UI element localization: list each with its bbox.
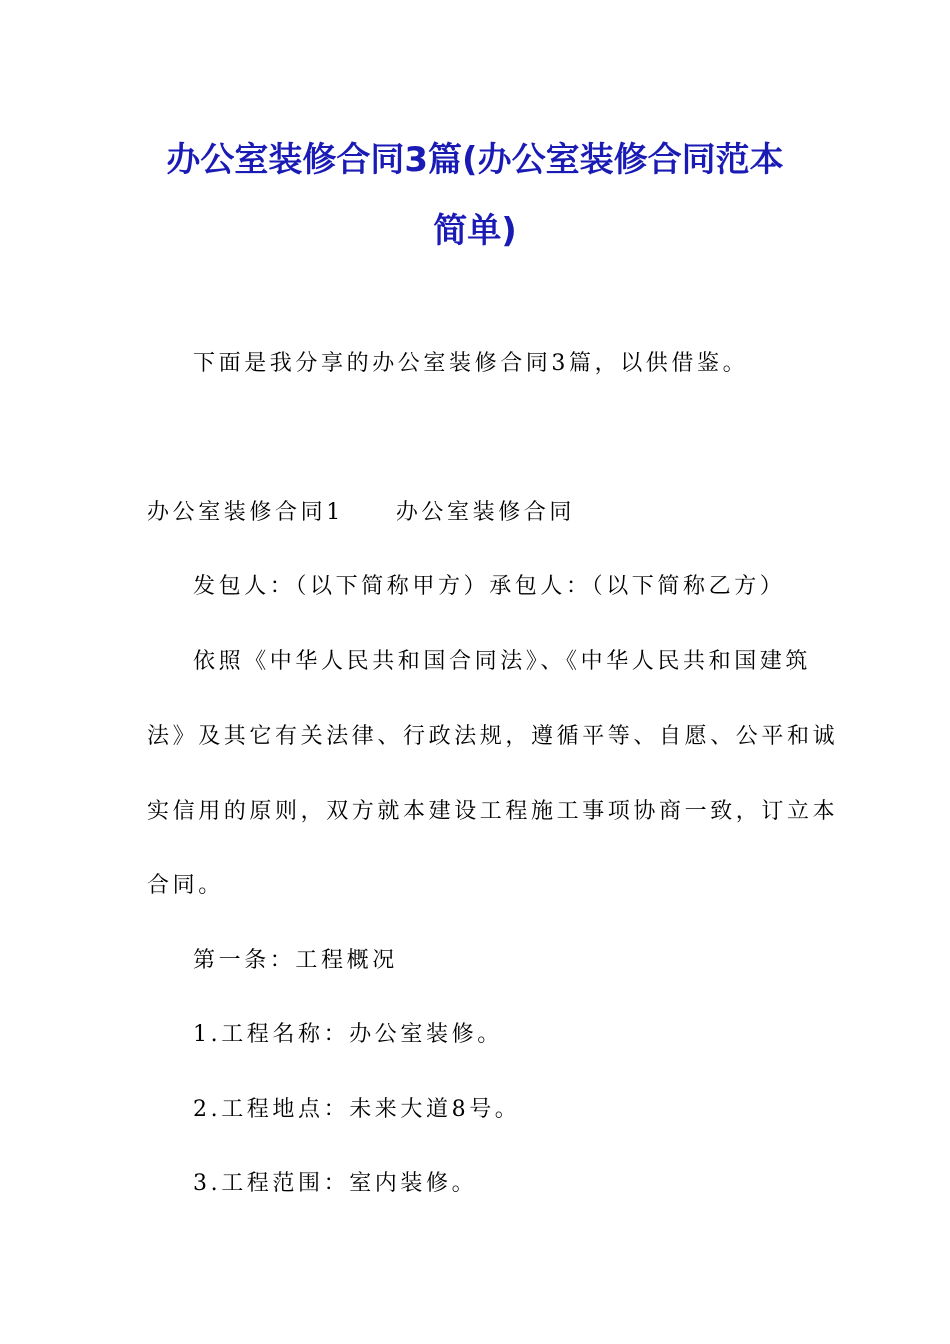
intro-paragraph: 下面是我分享的办公室装修合同3篇，以供借鉴。 bbox=[193, 351, 749, 376]
paragraph-line-3: 实信用的原则，双方就本建设工程施工事项协商一致，订立本 bbox=[147, 799, 839, 824]
section-subheading: 办公室装修合同 bbox=[395, 500, 576, 525]
list-item: 2.工程地点：未来大道8号。 bbox=[193, 1097, 521, 1122]
parties-line: 发包人：（以下简称甲方）承包人：（以下简称乙方） bbox=[193, 574, 786, 599]
document-title-line-1: 办公室装修合同3篇(办公室装修合同范本 bbox=[166, 140, 784, 180]
list-item: 1.工程名称：办公室装修。 bbox=[193, 1022, 503, 1047]
section-heading: 办公室装修合同1 bbox=[147, 500, 344, 525]
section-heading-row bbox=[147, 495, 575, 526]
paragraph-line-4: 合同。 bbox=[147, 873, 224, 898]
paragraph-line-2: 法》及其它有关法律、行政法规，遵循平等、自愿、公平和诚 bbox=[147, 724, 839, 749]
article-1-heading: 第一条：工程概况 bbox=[193, 948, 398, 973]
document-title-line-2: 简单) bbox=[433, 211, 517, 251]
list-item: 3.工程范围：室内装修。 bbox=[193, 1171, 478, 1196]
paragraph-line-1: 依照《中华人民共和国合同法》、《中华人民共和国建筑 bbox=[193, 649, 812, 674]
